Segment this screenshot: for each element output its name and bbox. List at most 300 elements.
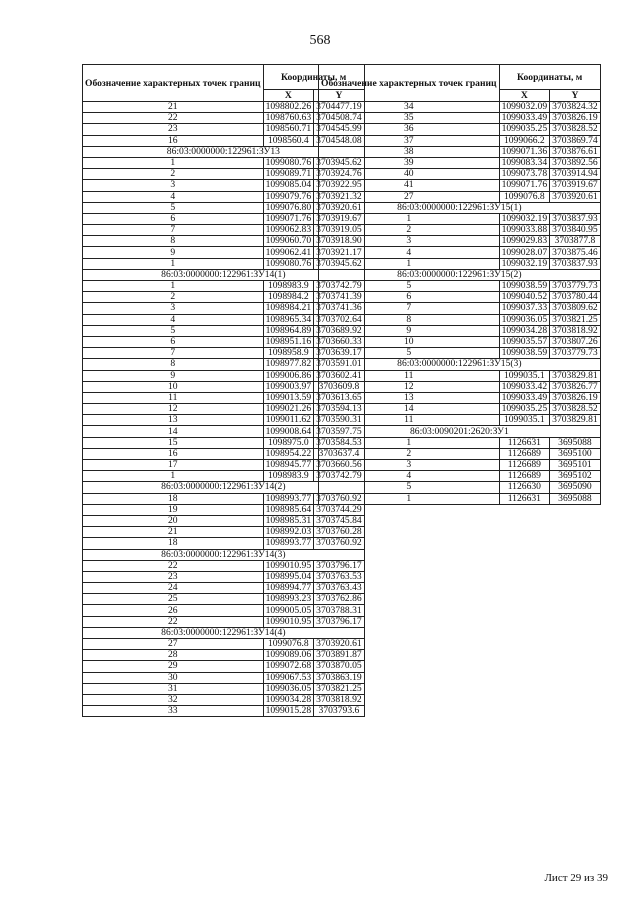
y-coordinate: 3703919.05: [314, 225, 365, 236]
x-coordinate: 1099038.59: [499, 281, 550, 292]
x-coordinate: 1099028.07: [499, 247, 550, 258]
point-number: 20: [83, 515, 264, 526]
y-coordinate: 3703760.92: [314, 538, 365, 549]
table-row: [319, 336, 601, 347]
x-coordinate: 1098951.16: [263, 336, 314, 347]
y-coordinate: 3703741.36: [314, 303, 365, 314]
section-title: 86:03:0000000:122961:ЗУ14(2): [83, 482, 365, 493]
y-coordinate: 3703828.52: [550, 124, 601, 135]
section-title: 86:03:0000000:122961:ЗУ15(2): [319, 269, 601, 280]
table-row: [83, 571, 365, 582]
y-coordinate: 3703891.87: [314, 650, 365, 661]
y-coordinate: 3703689.92: [314, 325, 365, 336]
y-coordinate: 3703796.17: [314, 616, 365, 627]
point-number: 38: [319, 146, 500, 157]
y-coordinate: 3695102: [550, 471, 601, 482]
x-coordinate: 1099021.26: [263, 404, 314, 415]
point-number: 7: [83, 225, 264, 236]
table-row: [83, 616, 365, 627]
table-row: [319, 314, 601, 325]
point-number: 6: [83, 336, 264, 347]
table-row: [319, 247, 601, 258]
y-coordinate: 3703660.33: [314, 336, 365, 347]
x-coordinate: 1098975.0: [263, 437, 314, 448]
x-coordinate: 1099035.57: [499, 336, 550, 347]
y-coordinate: 3695088: [550, 437, 601, 448]
table-row: [83, 538, 365, 549]
point-number: 39: [319, 157, 500, 168]
x-coordinate: 1099071.76: [499, 180, 550, 191]
y-coordinate: 3703762.86: [314, 594, 365, 605]
x-coordinate: 1099062.41: [263, 247, 314, 258]
x-coordinate: 1099040.52: [499, 292, 550, 303]
coordinates-table-right: [318, 64, 601, 505]
y-coordinate: 3703920.61: [314, 639, 365, 650]
y-coordinate: 3703745.84: [314, 515, 365, 526]
y-coordinate: 3703590.31: [314, 415, 365, 426]
y-coordinate: 3703613.65: [314, 392, 365, 403]
y-coordinate: 3703779.73: [550, 348, 601, 359]
point-number: 33: [83, 706, 264, 717]
y-coordinate: 3703821.25: [550, 314, 601, 325]
point-number: 7: [319, 303, 500, 314]
table-row: [319, 460, 601, 471]
point-number: 11: [83, 392, 264, 403]
y-coordinate: 3703609.8: [314, 381, 365, 392]
point-number: 3: [83, 303, 264, 314]
point-number: 1: [319, 258, 500, 269]
point-number: 22: [83, 616, 264, 627]
y-coordinate: 3703919.67: [550, 180, 601, 191]
y-coordinate: 3703793.6: [314, 706, 365, 717]
x-coordinate: 1099033.42: [499, 381, 550, 392]
table-row: [83, 683, 365, 694]
x-coordinate: 1099089.06: [263, 650, 314, 661]
y-coordinate: 3703921.32: [314, 191, 365, 202]
y-coordinate: 3703594.13: [314, 404, 365, 415]
x-coordinate: 1099006.86: [263, 370, 314, 381]
point-number: 23: [83, 124, 264, 135]
x-coordinate: 1099071.76: [263, 213, 314, 224]
x-coordinate: 1098984.2: [263, 292, 314, 303]
y-coordinate: 3703877.8: [550, 236, 601, 247]
point-number: 8: [319, 314, 500, 325]
y-coordinate: 3703597.75: [314, 426, 365, 437]
y-coordinate: 3703591.01: [314, 359, 365, 370]
x-coordinate: 1126689: [499, 460, 550, 471]
table-row: [319, 135, 601, 146]
y-coordinate: 3703914.94: [550, 169, 601, 180]
point-number: 41: [319, 180, 500, 191]
x-coordinate: 1099010.95: [263, 560, 314, 571]
point-number: 1: [83, 258, 264, 269]
x-coordinate: 1099005.05: [263, 605, 314, 616]
point-number: 11: [319, 415, 500, 426]
x-coordinate: 1099034.28: [263, 694, 314, 705]
point-number: 12: [319, 381, 500, 392]
x-coordinate: 1099032.09: [499, 102, 550, 113]
x-coordinate: 1099034.28: [499, 325, 550, 336]
point-number: 26: [83, 605, 264, 616]
x-coordinate: 1098945.77: [263, 460, 314, 471]
x-coordinate: 1099079.76: [263, 191, 314, 202]
point-number: 14: [319, 404, 500, 415]
y-coordinate: 3703824.32: [550, 102, 601, 113]
x-coordinate: 1099083.34: [499, 157, 550, 168]
y-coordinate: 3703920.61: [314, 202, 365, 213]
point-number: 27: [83, 639, 264, 650]
sheet-footer: Лист 29 из 39: [544, 872, 608, 884]
table-row: [319, 437, 601, 448]
table-row: [83, 504, 365, 515]
y-coordinate: 3703945.62: [314, 258, 365, 269]
y-coordinate: 3703828.52: [550, 404, 601, 415]
y-coordinate: 3703584.53: [314, 437, 365, 448]
y-coordinate: 3703741.39: [314, 292, 365, 303]
x-coordinate: 1099071.36: [499, 146, 550, 157]
section-title: 86:03:0000000:122961:ЗУ15(1): [319, 202, 601, 213]
y-coordinate: 3703660.56: [314, 460, 365, 471]
point-label-header: Обозначение характерных точек границ: [319, 65, 500, 102]
section-title: 86:03:0000000:122961:ЗУ14(1): [83, 269, 365, 280]
point-number: 29: [83, 661, 264, 672]
point-number: 2: [319, 225, 500, 236]
x-coordinate: 1099037.33: [499, 303, 550, 314]
y-coordinate: 3695101: [550, 460, 601, 471]
x-coordinate: 1098985.31: [263, 515, 314, 526]
point-number: 1: [83, 157, 264, 168]
point-number: 16: [83, 448, 264, 459]
point-number: 13: [83, 415, 264, 426]
point-number: 18: [83, 493, 264, 504]
x-coordinate: 1099036.05: [499, 314, 550, 325]
x-coordinate: 1099029.83: [499, 236, 550, 247]
y-coordinate: 3703818.92: [550, 325, 601, 336]
point-number: 6: [83, 213, 264, 224]
x-coordinate: 1099011.62: [263, 415, 314, 426]
point-number: 9: [319, 325, 500, 336]
point-number: 6: [319, 292, 500, 303]
point-number: 2: [83, 169, 264, 180]
table-row: [83, 605, 365, 616]
point-number: 35: [319, 113, 500, 124]
point-number: 8: [83, 236, 264, 247]
table-row: [319, 404, 601, 415]
table-row: [319, 292, 601, 303]
x-coordinate: 1099003.97: [263, 381, 314, 392]
x-coordinate: 1099085.04: [263, 180, 314, 191]
x-coordinate: 1098983.9: [263, 471, 314, 482]
point-number: 5: [319, 281, 500, 292]
y-coordinate: 3695100: [550, 448, 601, 459]
y-coordinate: 3703602.41: [314, 370, 365, 381]
table-row: [319, 348, 601, 359]
point-number: 13: [319, 392, 500, 403]
x-coordinate: 1099060.70: [263, 236, 314, 247]
y-coordinate: 3703742.79: [314, 281, 365, 292]
x-coordinate: 1098993.77: [263, 538, 314, 549]
point-number: 3: [319, 236, 500, 247]
x-coordinate: 1098560.4: [263, 135, 314, 146]
point-number: 4: [319, 471, 500, 482]
point-number: 5: [83, 202, 264, 213]
table-row: [319, 124, 601, 135]
point-number: 24: [83, 583, 264, 594]
y-coordinate: 3703760.92: [314, 493, 365, 504]
x-coordinate: 1098760.63: [263, 113, 314, 124]
y-coordinate: 3703807.26: [550, 336, 601, 347]
x-header: X: [263, 90, 314, 102]
table-row: [319, 225, 601, 236]
y-coordinate: 3695088: [550, 493, 601, 504]
table-row: [319, 415, 601, 426]
y-coordinate: 3703921.17: [314, 247, 365, 258]
table-row: [319, 381, 601, 392]
point-number: 23: [83, 571, 264, 582]
table-row: [83, 560, 365, 571]
x-coordinate: 1099089.71: [263, 169, 314, 180]
y-coordinate: 3703788.31: [314, 605, 365, 616]
table-row: [83, 694, 365, 705]
table-row: [83, 527, 365, 538]
y-coordinate: 3703829.81: [550, 415, 601, 426]
y-coordinate: 3703821.25: [314, 683, 365, 694]
x-coordinate: 1099080.76: [263, 258, 314, 269]
section-row: [319, 269, 601, 280]
y-coordinate: 3703779.73: [550, 281, 601, 292]
y-coordinate: 3703826.19: [550, 113, 601, 124]
x-coordinate: 1098958.9: [263, 348, 314, 359]
point-number: 22: [83, 560, 264, 571]
point-number: 9: [83, 370, 264, 381]
x-coordinate: 1098993.77: [263, 493, 314, 504]
x-coordinate: 1099033.88: [499, 225, 550, 236]
table-row: [319, 102, 601, 113]
x-coordinate: 1099036.05: [263, 683, 314, 694]
table-row: [83, 583, 365, 594]
y-coordinate: 3703924.76: [314, 169, 365, 180]
point-number: 40: [319, 169, 500, 180]
y-coordinate: 3703809.62: [550, 303, 601, 314]
y-coordinate: 3703637.4: [314, 448, 365, 459]
x-coordinate: 1099072.68: [263, 661, 314, 672]
x-coordinate: 1126689: [499, 471, 550, 482]
y-coordinate: 3703780.44: [550, 292, 601, 303]
section-title: 86:03:0090201:2620:ЗУ1: [319, 426, 601, 437]
x-coordinate: 1099032.19: [499, 258, 550, 269]
point-number: 10: [83, 381, 264, 392]
section-row: [319, 202, 601, 213]
page-number: 568: [309, 33, 331, 48]
point-number: 11: [319, 370, 500, 381]
x-coordinate: 1099035.1: [499, 370, 550, 381]
point-number: 1: [319, 437, 500, 448]
x-header: X: [499, 90, 550, 102]
y-coordinate: 3703826.19: [550, 392, 601, 403]
x-coordinate: 1099033.49: [499, 392, 550, 403]
x-coordinate: 1098985.64: [263, 504, 314, 515]
section-row: [83, 627, 365, 638]
table-row: [319, 146, 601, 157]
x-coordinate: 1099010.95: [263, 616, 314, 627]
point-number: 15: [83, 437, 264, 448]
y-coordinate: 3703837.93: [550, 258, 601, 269]
y-coordinate: 3703918.90: [314, 236, 365, 247]
section-title: 86:03:0000000:122961:ЗУ15(3): [319, 359, 601, 370]
point-number: 4: [83, 191, 264, 202]
point-number: 36: [319, 124, 500, 135]
x-coordinate: 1098560.71: [263, 124, 314, 135]
y-header: Y: [314, 90, 365, 102]
x-coordinate: 1099038.59: [499, 348, 550, 359]
point-number: 22: [83, 113, 264, 124]
point-number: 2: [319, 448, 500, 459]
x-coordinate: 1099032.19: [499, 213, 550, 224]
table-row: [319, 303, 601, 314]
table-row: [319, 325, 601, 336]
y-coordinate: 3703760.28: [314, 527, 365, 538]
coords-header: Координаты, м: [499, 65, 600, 90]
y-coordinate: 3703742.79: [314, 471, 365, 482]
point-number: 37: [319, 135, 500, 146]
x-coordinate: 1099080.76: [263, 157, 314, 168]
y-coordinate: 3703763.43: [314, 583, 365, 594]
table-row: [319, 258, 601, 269]
y-coordinate: 3703869.74: [550, 135, 601, 146]
point-number: 1: [319, 493, 500, 504]
table-row: [83, 650, 365, 661]
table-row: [319, 482, 601, 493]
y-coordinate: 3704548.08: [314, 135, 365, 146]
point-number: 2: [83, 292, 264, 303]
x-coordinate: 1126631: [499, 493, 550, 504]
y-coordinate: 3703922.95: [314, 180, 365, 191]
point-number: 3: [319, 460, 500, 471]
point-number: 32: [83, 694, 264, 705]
y-coordinate: 3703796.17: [314, 560, 365, 571]
x-coordinate: 1099033.49: [499, 113, 550, 124]
x-coordinate: 1099073.78: [499, 169, 550, 180]
y-coordinate: 3703892.56: [550, 157, 601, 168]
x-coordinate: 1098994.77: [263, 583, 314, 594]
y-coordinate: 3703863.19: [314, 672, 365, 683]
point-number: 18: [83, 538, 264, 549]
x-coordinate: 1099035.25: [499, 124, 550, 135]
x-coordinate: 1098977.82: [263, 359, 314, 370]
y-header: Y: [550, 90, 601, 102]
point-label-header: Обозначение характерных точек границ: [83, 65, 264, 102]
table-row: [83, 594, 365, 605]
point-number: 27: [319, 191, 500, 202]
table-row: [319, 180, 601, 191]
point-number: 28: [83, 650, 264, 661]
table-row: [319, 392, 601, 403]
x-coordinate: 1099076.8: [263, 639, 314, 650]
y-coordinate: 3703840.95: [550, 225, 601, 236]
point-number: 19: [83, 504, 264, 515]
x-coordinate: 1099015.28: [263, 706, 314, 717]
table-row: [83, 639, 365, 650]
y-coordinate: 3695090: [550, 482, 601, 493]
table-row: [319, 493, 601, 504]
y-coordinate: 3703829.81: [550, 370, 601, 381]
table-row: [319, 213, 601, 224]
point-number: 25: [83, 594, 264, 605]
y-coordinate: 3703744.29: [314, 504, 365, 515]
x-coordinate: 1098965.34: [263, 314, 314, 325]
section-title: 86:03:0000000:122961:ЗУ13: [83, 146, 365, 157]
point-number: 34: [319, 102, 500, 113]
x-coordinate: 1099008.64: [263, 426, 314, 437]
x-coordinate: 1098954.22: [263, 448, 314, 459]
y-coordinate: 3704508.74: [314, 113, 365, 124]
point-number: 9: [83, 247, 264, 258]
point-number: 1: [319, 213, 500, 224]
y-coordinate: 3703919.67: [314, 213, 365, 224]
point-number: 14: [83, 426, 264, 437]
point-number: 4: [83, 314, 264, 325]
x-coordinate: 1098995.04: [263, 571, 314, 582]
point-number: 21: [83, 527, 264, 538]
point-number: 5: [319, 348, 500, 359]
point-number: 8: [83, 359, 264, 370]
y-coordinate: 3703639.17: [314, 348, 365, 359]
y-coordinate: 3703875.46: [550, 247, 601, 258]
x-coordinate: 1098992.03: [263, 527, 314, 538]
y-coordinate: 3704477.19: [314, 102, 365, 113]
right-table-body: [319, 102, 601, 505]
x-coordinate: 1098993.23: [263, 594, 314, 605]
x-coordinate: 1098983.9: [263, 281, 314, 292]
table-row: [319, 113, 601, 124]
y-coordinate: 3703920.61: [550, 191, 601, 202]
point-number: 30: [83, 672, 264, 683]
y-coordinate: 3703945.62: [314, 157, 365, 168]
point-number: 5: [319, 482, 500, 493]
x-coordinate: 1098802.26: [263, 102, 314, 113]
table-row: [319, 448, 601, 459]
y-coordinate: 3704545.99: [314, 124, 365, 135]
point-number: 16: [83, 135, 264, 146]
table-row: [83, 706, 365, 717]
y-coordinate: 3703876.61: [550, 146, 601, 157]
x-coordinate: 1099067.53: [263, 672, 314, 683]
section-row: [83, 549, 365, 560]
y-coordinate: 3703870.05: [314, 661, 365, 672]
x-coordinate: 1099013.59: [263, 392, 314, 403]
point-number: 1: [83, 471, 264, 482]
x-coordinate: 1126630: [499, 482, 550, 493]
section-row: [319, 426, 601, 437]
x-coordinate: 1099076.8: [499, 191, 550, 202]
x-coordinate: 1099035.1: [499, 415, 550, 426]
x-coordinate: 1126689: [499, 448, 550, 459]
y-coordinate: 3703837.93: [550, 213, 601, 224]
x-coordinate: 1099035.25: [499, 404, 550, 415]
table-row: [319, 191, 601, 202]
point-number: 12: [83, 404, 264, 415]
table-row: [319, 236, 601, 247]
table-row: [319, 169, 601, 180]
table-row: [83, 515, 365, 526]
y-coordinate: 3703826.77: [550, 381, 601, 392]
point-number: 5: [83, 325, 264, 336]
y-coordinate: 3703763.53: [314, 571, 365, 582]
table-row: [83, 661, 365, 672]
x-coordinate: 1098964.89: [263, 325, 314, 336]
point-number: 31: [83, 683, 264, 694]
point-number: 17: [83, 460, 264, 471]
